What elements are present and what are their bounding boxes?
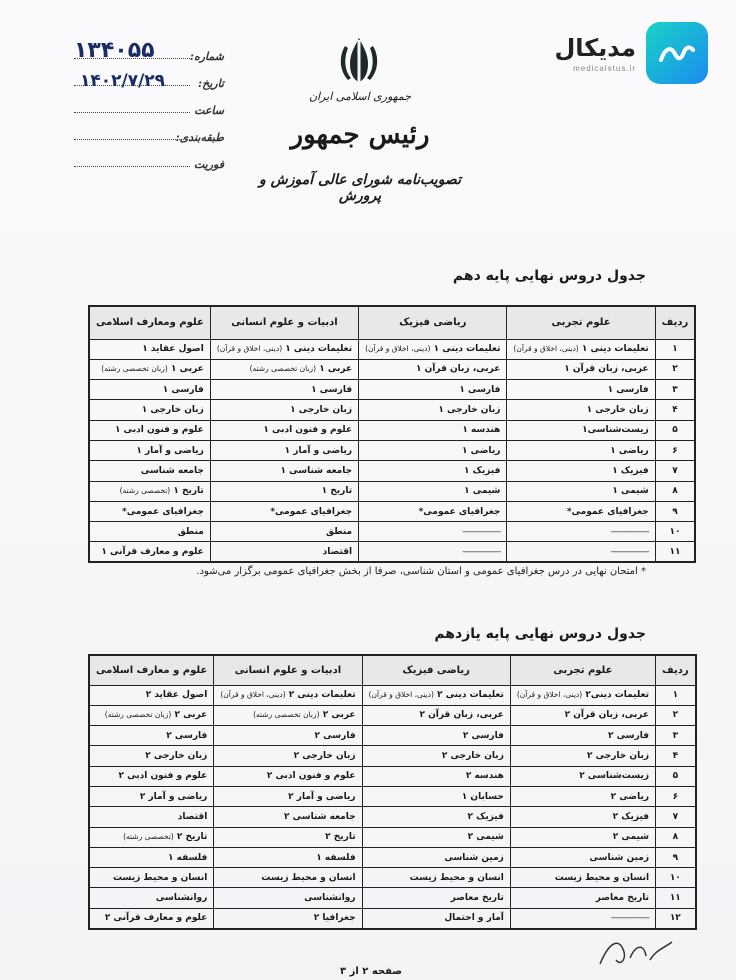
course-cell xyxy=(510,766,655,786)
row-index: ۴ xyxy=(655,400,695,420)
course-cell xyxy=(89,827,214,847)
course-name: فارسی ۲ xyxy=(607,730,650,741)
course-name: ریاضی و آمار ۲ xyxy=(288,791,356,802)
brand-name: مدیکال xyxy=(554,33,636,62)
course-cell xyxy=(362,847,510,867)
col-header: علوم تجربی xyxy=(510,655,655,685)
table-row xyxy=(89,461,695,481)
table-row xyxy=(89,501,695,521)
course-cell xyxy=(89,339,210,359)
row-index: ۱ xyxy=(655,339,695,359)
course-name: شیمی ۱ xyxy=(464,486,501,497)
course-name: شیمی ۲ xyxy=(612,832,650,843)
table-row xyxy=(89,726,696,746)
table-row xyxy=(89,685,696,705)
grade11-title: جدول دروس نهایی پایه یازدهم xyxy=(434,626,646,642)
course-name: عربی ۲ xyxy=(322,710,356,721)
course-name: عربی ۱ xyxy=(319,364,353,375)
brand-logo-icon xyxy=(646,22,708,84)
row-index: ۱ xyxy=(656,685,696,705)
course-name: فیزیک ۱ xyxy=(612,465,649,476)
course-note: (دینی، اخلاق و قرآن) xyxy=(220,690,286,700)
col-header: علوم ومعارف اسلامی xyxy=(89,306,210,339)
course-name: ----------------- xyxy=(462,526,501,537)
row-index: ۴ xyxy=(656,746,696,766)
course-cell xyxy=(359,339,507,359)
table-row xyxy=(89,481,695,501)
course-name: فلسفه ۱ xyxy=(168,852,208,863)
course-name: تاریخ ۲ xyxy=(176,832,208,843)
row-index: ۵ xyxy=(656,766,696,786)
course-cell xyxy=(214,807,362,827)
course-cell xyxy=(507,461,655,481)
course-name: علوم و فنون ادبی ۱ xyxy=(115,425,204,436)
course-cell xyxy=(362,807,510,827)
course-name: ----------------- xyxy=(610,546,649,557)
table-row xyxy=(89,847,696,867)
course-name: عربی، زبان قرآن ۱ xyxy=(564,364,649,375)
course-name: فارسی ۱ xyxy=(162,384,204,395)
course-name: ----------------- xyxy=(462,546,501,557)
iran-emblem-icon xyxy=(336,34,382,86)
col-header: ادبیات و علوم انسانی xyxy=(210,306,358,339)
course-cell xyxy=(362,786,510,806)
course-note: (دینی، اخلاق و قرآن) xyxy=(216,344,283,354)
row-index: ۲ xyxy=(656,705,696,725)
course-cell xyxy=(507,481,655,501)
row-index: ۹ xyxy=(656,847,696,867)
course-name: هندسه ۲ xyxy=(465,771,504,782)
row-index: ۹ xyxy=(655,501,695,521)
course-name: علوم و فنون ادبی ۱ xyxy=(263,425,353,436)
table-header-row xyxy=(89,306,695,339)
grade11-table xyxy=(88,654,697,930)
course-name: زبان خارجی ۱ xyxy=(290,405,353,416)
course-name: تاریخ ۱ xyxy=(173,486,204,497)
course-cell xyxy=(359,380,507,400)
course-cell xyxy=(89,888,214,908)
course-name: عربی ۲ xyxy=(174,710,208,721)
course-cell xyxy=(210,400,358,420)
course-name: تعلیمات دینی۲ xyxy=(585,690,650,701)
course-name: ریاضی ۲ xyxy=(610,791,650,802)
table-row xyxy=(89,868,696,888)
table-row xyxy=(89,420,695,440)
course-name: زبان خارجی ۲ xyxy=(145,751,208,762)
meta-date-value: ۱۴۰۲/۷/۲۹ xyxy=(80,71,166,91)
course-cell xyxy=(89,481,210,501)
course-name: تعلیمات دینی ۲ xyxy=(437,690,504,701)
course-name: فیزیک ۲ xyxy=(467,811,504,822)
course-cell xyxy=(210,481,358,501)
course-name: جغرافیای عمومی* xyxy=(566,506,649,517)
col-header: ردیف xyxy=(655,306,695,339)
course-name: روانشناسی xyxy=(304,893,356,904)
course-cell xyxy=(510,888,655,908)
col-header: علوم و معارف اسلامی xyxy=(89,655,214,685)
course-cell xyxy=(510,807,655,827)
course-name: اصول عقاید ۱ xyxy=(142,344,204,355)
course-cell xyxy=(210,339,358,359)
table-row xyxy=(89,888,696,908)
table-row xyxy=(89,746,696,766)
table-header-row xyxy=(89,655,696,685)
meta-time-row xyxy=(74,98,224,125)
course-cell xyxy=(89,847,214,867)
course-cell xyxy=(507,440,655,460)
course-name: ریاضی و آمار ۱ xyxy=(136,445,204,456)
course-cell xyxy=(362,868,510,888)
course-cell xyxy=(510,685,655,705)
course-cell xyxy=(362,827,510,847)
course-note: (زبان تخصصی رشته) xyxy=(253,710,320,720)
row-index: ۱۲ xyxy=(656,908,696,928)
course-name: تعلیمات دینی ۱ xyxy=(285,344,353,355)
table-row xyxy=(89,827,696,847)
course-name: زبان خارجی ۲ xyxy=(441,751,504,762)
header-country: جمهوری اسلامی ایران xyxy=(308,90,412,103)
course-name: علوم و فنون ادبی ۲ xyxy=(266,771,356,782)
table-row xyxy=(89,542,695,562)
course-cell xyxy=(507,522,655,542)
course-cell xyxy=(359,522,507,542)
col-header: ردیف xyxy=(656,655,696,685)
course-cell xyxy=(214,888,362,908)
course-name: هندسه ۱ xyxy=(462,425,501,436)
col-header: ریاضی فیزیک xyxy=(362,655,510,685)
course-name: جغرافیا ۲ xyxy=(313,913,356,924)
course-cell xyxy=(510,847,655,867)
course-cell xyxy=(510,868,655,888)
course-name: انسان و محیط زیست xyxy=(409,872,504,883)
course-cell xyxy=(89,726,214,746)
course-cell xyxy=(210,522,358,542)
brand-url: medicalstus.ir xyxy=(573,63,636,73)
course-cell xyxy=(210,440,358,460)
course-note: (دینی، اخلاق و قرآن) xyxy=(516,690,583,700)
signature-icon xyxy=(590,930,680,974)
row-index: ۵ xyxy=(655,420,695,440)
course-name: تعلیمات دینی ۲ xyxy=(288,690,356,701)
course-name: زبان خارجی ۱ xyxy=(438,405,501,416)
row-index: ۳ xyxy=(656,726,696,746)
course-name: ریاضی و آمار ۲ xyxy=(139,791,208,802)
course-name: ریاضی ۱ xyxy=(462,445,501,456)
table-row xyxy=(89,440,695,460)
course-cell xyxy=(362,766,510,786)
course-cell xyxy=(507,400,655,420)
course-cell xyxy=(89,766,214,786)
course-name: شیمی ۲ xyxy=(467,832,504,843)
meta-label: طبقه‌بندی: xyxy=(175,131,224,144)
course-name: عربی، زبان قرآن ۲ xyxy=(564,710,650,721)
course-cell xyxy=(210,542,358,562)
course-name: زیست‌شناسی۱ xyxy=(582,425,649,436)
course-name: جغرافیای عمومی* xyxy=(270,506,353,517)
row-index: ۱۰ xyxy=(655,522,695,542)
course-name: تاریخ معاصر xyxy=(595,893,650,904)
course-name: تعلیمات دینی ۱ xyxy=(581,344,649,355)
course-cell xyxy=(89,461,210,481)
course-name: علوم و معارف قرآنی ۱ xyxy=(101,546,204,557)
course-name: اقتصاد xyxy=(322,546,353,557)
row-index: ۲ xyxy=(655,359,695,379)
course-name: زیست‌شناسی ۲ xyxy=(579,771,650,782)
course-cell xyxy=(507,380,655,400)
course-cell xyxy=(89,542,210,562)
course-cell xyxy=(89,501,210,521)
course-cell xyxy=(510,908,655,928)
course-cell xyxy=(359,481,507,501)
letter-meta xyxy=(74,38,224,179)
course-note: (تخصصی رشته) xyxy=(123,832,174,842)
table-row xyxy=(89,705,696,725)
course-note: (زبان تخصصی رشته) xyxy=(101,364,168,374)
meta-number-row xyxy=(74,44,224,71)
course-name: فارسی ۲ xyxy=(462,730,504,741)
course-cell xyxy=(359,461,507,481)
header-approval: تصویب‌نامه شورای عالی آموزش و پرورش xyxy=(259,172,461,204)
course-cell xyxy=(210,380,358,400)
course-name: انسان و محیط زیست xyxy=(261,872,356,883)
course-cell xyxy=(214,847,362,867)
course-cell xyxy=(359,501,507,521)
course-cell xyxy=(89,685,214,705)
course-cell xyxy=(89,420,210,440)
course-cell xyxy=(510,786,655,806)
course-note: (تخصصی رشته) xyxy=(119,486,171,496)
course-name: فلسفه ۱ xyxy=(316,852,356,863)
course-name: فارسی ۱ xyxy=(607,384,649,395)
table-row xyxy=(89,807,696,827)
course-cell xyxy=(359,542,507,562)
col-header: علوم تجربی xyxy=(507,306,655,339)
row-index: ۶ xyxy=(655,440,695,460)
course-name: فارسی ۱ xyxy=(459,384,501,395)
course-cell xyxy=(362,726,510,746)
course-name: تعلیمات دینی ۱ xyxy=(433,344,501,355)
course-name: زبان خارجی ۲ xyxy=(293,751,356,762)
course-note: (دینی، اخلاق و قرآن) xyxy=(368,690,434,700)
course-name: علوم و معارف قرآنی ۲ xyxy=(104,913,208,924)
course-name: عربی، زبان قرآن ۱ xyxy=(415,364,501,375)
course-cell xyxy=(507,501,655,521)
row-index: ۸ xyxy=(655,481,695,501)
course-name: حسابان ۱ xyxy=(461,791,504,802)
row-index: ۷ xyxy=(656,807,696,827)
course-name: منطق xyxy=(325,526,353,537)
course-name: جغرافیای عمومی* xyxy=(122,506,204,517)
course-name: جامعه شناسی ۱ xyxy=(280,465,353,476)
course-cell xyxy=(210,501,358,521)
course-name: فیزیک ۱ xyxy=(463,465,501,476)
row-index: ۸ xyxy=(656,827,696,847)
course-name: علوم و فنون ادبی ۲ xyxy=(118,771,208,782)
course-cell xyxy=(507,359,655,379)
grade10-footnote: * امتحان نهایی در درس جغرافیای عمومی و استان شناسی، صرفا از بخش جغرافیای عمومی برگزار می‌شود. xyxy=(196,566,646,577)
row-index: ۶ xyxy=(656,786,696,806)
course-cell xyxy=(214,868,362,888)
course-name: ریاضی ۱ xyxy=(610,445,649,456)
course-name: ریاضی و آمار ۱ xyxy=(284,445,353,456)
course-cell xyxy=(507,420,655,440)
course-cell xyxy=(89,807,214,827)
table-row xyxy=(89,908,696,928)
row-index: ۳ xyxy=(655,380,695,400)
meta-label: تاریخ: xyxy=(198,77,224,90)
course-cell xyxy=(510,705,655,725)
course-name: ----------------- xyxy=(610,913,650,924)
course-name: اصول عقاید ۲ xyxy=(145,690,208,701)
row-index: ۱۱ xyxy=(655,542,695,562)
course-name: زمین شناسی xyxy=(444,852,504,863)
col-header: ادبیات و علوم انسانی xyxy=(214,655,362,685)
course-cell xyxy=(89,786,214,806)
course-cell xyxy=(362,705,510,725)
course-cell xyxy=(507,339,655,359)
course-cell xyxy=(359,400,507,420)
row-index: ۱۱ xyxy=(656,888,696,908)
course-name: فارسی ۲ xyxy=(166,730,208,741)
course-cell xyxy=(362,908,510,928)
course-name: تاریخ معاصر xyxy=(450,893,504,904)
meta-label: شماره: xyxy=(189,50,224,63)
course-cell xyxy=(89,908,214,928)
course-cell xyxy=(89,359,210,379)
header-president: رئیس جمهور xyxy=(290,120,430,150)
course-cell xyxy=(214,685,362,705)
row-index: ۱۰ xyxy=(656,868,696,888)
table-row xyxy=(89,400,695,420)
course-note: (زبان تخصصی رشته) xyxy=(104,710,172,720)
table-row xyxy=(89,786,696,806)
course-name: شیمی ۱ xyxy=(612,486,649,497)
meta-label: ساعت xyxy=(194,104,224,117)
col-header: ریاضی فیزیک xyxy=(359,306,507,339)
table-row xyxy=(89,339,695,359)
course-cell xyxy=(507,542,655,562)
course-cell xyxy=(359,359,507,379)
course-cell xyxy=(359,440,507,460)
meta-urgency-row xyxy=(74,152,224,179)
course-cell xyxy=(359,420,507,440)
course-name: آمار و احتمال xyxy=(444,913,504,924)
course-cell xyxy=(362,746,510,766)
course-name: زبان خارجی ۱ xyxy=(586,405,649,416)
course-cell xyxy=(214,827,362,847)
course-cell xyxy=(214,766,362,786)
course-cell xyxy=(89,380,210,400)
course-name: انسان و محیط زیست xyxy=(113,872,208,883)
course-cell xyxy=(214,908,362,928)
course-cell xyxy=(510,726,655,746)
course-name: انسان و محیط زیست xyxy=(554,872,650,883)
table-row xyxy=(89,766,696,786)
course-cell xyxy=(89,522,210,542)
brand-watermark xyxy=(554,22,708,84)
course-cell xyxy=(89,705,214,725)
course-cell xyxy=(214,705,362,725)
course-name: فیزیک ۲ xyxy=(612,811,650,822)
course-name: جامعه شناسی xyxy=(140,465,204,476)
course-cell xyxy=(89,400,210,420)
course-cell xyxy=(89,746,214,766)
table-row xyxy=(89,522,695,542)
grade10-table xyxy=(88,305,696,563)
course-cell xyxy=(210,461,358,481)
course-cell xyxy=(510,827,655,847)
course-cell xyxy=(362,888,510,908)
course-name: فارسی ۲ xyxy=(314,730,356,741)
row-index: ۷ xyxy=(655,461,695,481)
course-note: (زبان تخصصی رشته) xyxy=(249,364,317,374)
meta-date-row xyxy=(74,71,224,98)
letter-number: ۱۳۴۰۵۵ xyxy=(74,38,155,63)
course-name: عربی ۱ xyxy=(170,364,204,375)
course-note: (دینی، اخلاق و قرآن) xyxy=(513,344,579,354)
page-number: صفحه ۲ از ۳ xyxy=(340,966,402,977)
course-name: زبان خارجی ۲ xyxy=(587,751,650,762)
course-name: اقتصاد xyxy=(177,811,208,822)
meta-label: فوریت xyxy=(193,158,224,171)
meta-classification-row xyxy=(74,125,224,152)
course-name: ----------------- xyxy=(610,526,649,537)
course-name: زبان خارجی ۱ xyxy=(141,405,204,416)
course-cell xyxy=(214,786,362,806)
course-name: روانشناسی xyxy=(155,893,208,904)
course-cell xyxy=(362,685,510,705)
course-cell xyxy=(210,359,358,379)
course-cell xyxy=(89,868,214,888)
course-cell xyxy=(89,440,210,460)
course-cell xyxy=(214,746,362,766)
table-row xyxy=(89,359,695,379)
course-name: تاریخ ۲ xyxy=(325,832,356,843)
table-row xyxy=(89,380,695,400)
course-name: فارسی ۱ xyxy=(311,384,353,395)
course-name: عربی، زبان قرآن ۲ xyxy=(419,710,504,721)
course-name: جامعه شناسی ۲ xyxy=(283,811,356,822)
course-name: جغرافیای عمومی* xyxy=(418,506,501,517)
course-note: (دینی، اخلاق و قرآن) xyxy=(365,344,431,354)
course-name: تاریخ ۱ xyxy=(321,486,353,497)
course-name: زمین شناسی xyxy=(589,852,650,863)
grade10-title: جدول دروس نهایی پایه دهم xyxy=(452,268,646,284)
course-cell xyxy=(510,746,655,766)
course-name: منطق xyxy=(177,526,204,537)
course-cell xyxy=(214,726,362,746)
course-cell xyxy=(210,420,358,440)
